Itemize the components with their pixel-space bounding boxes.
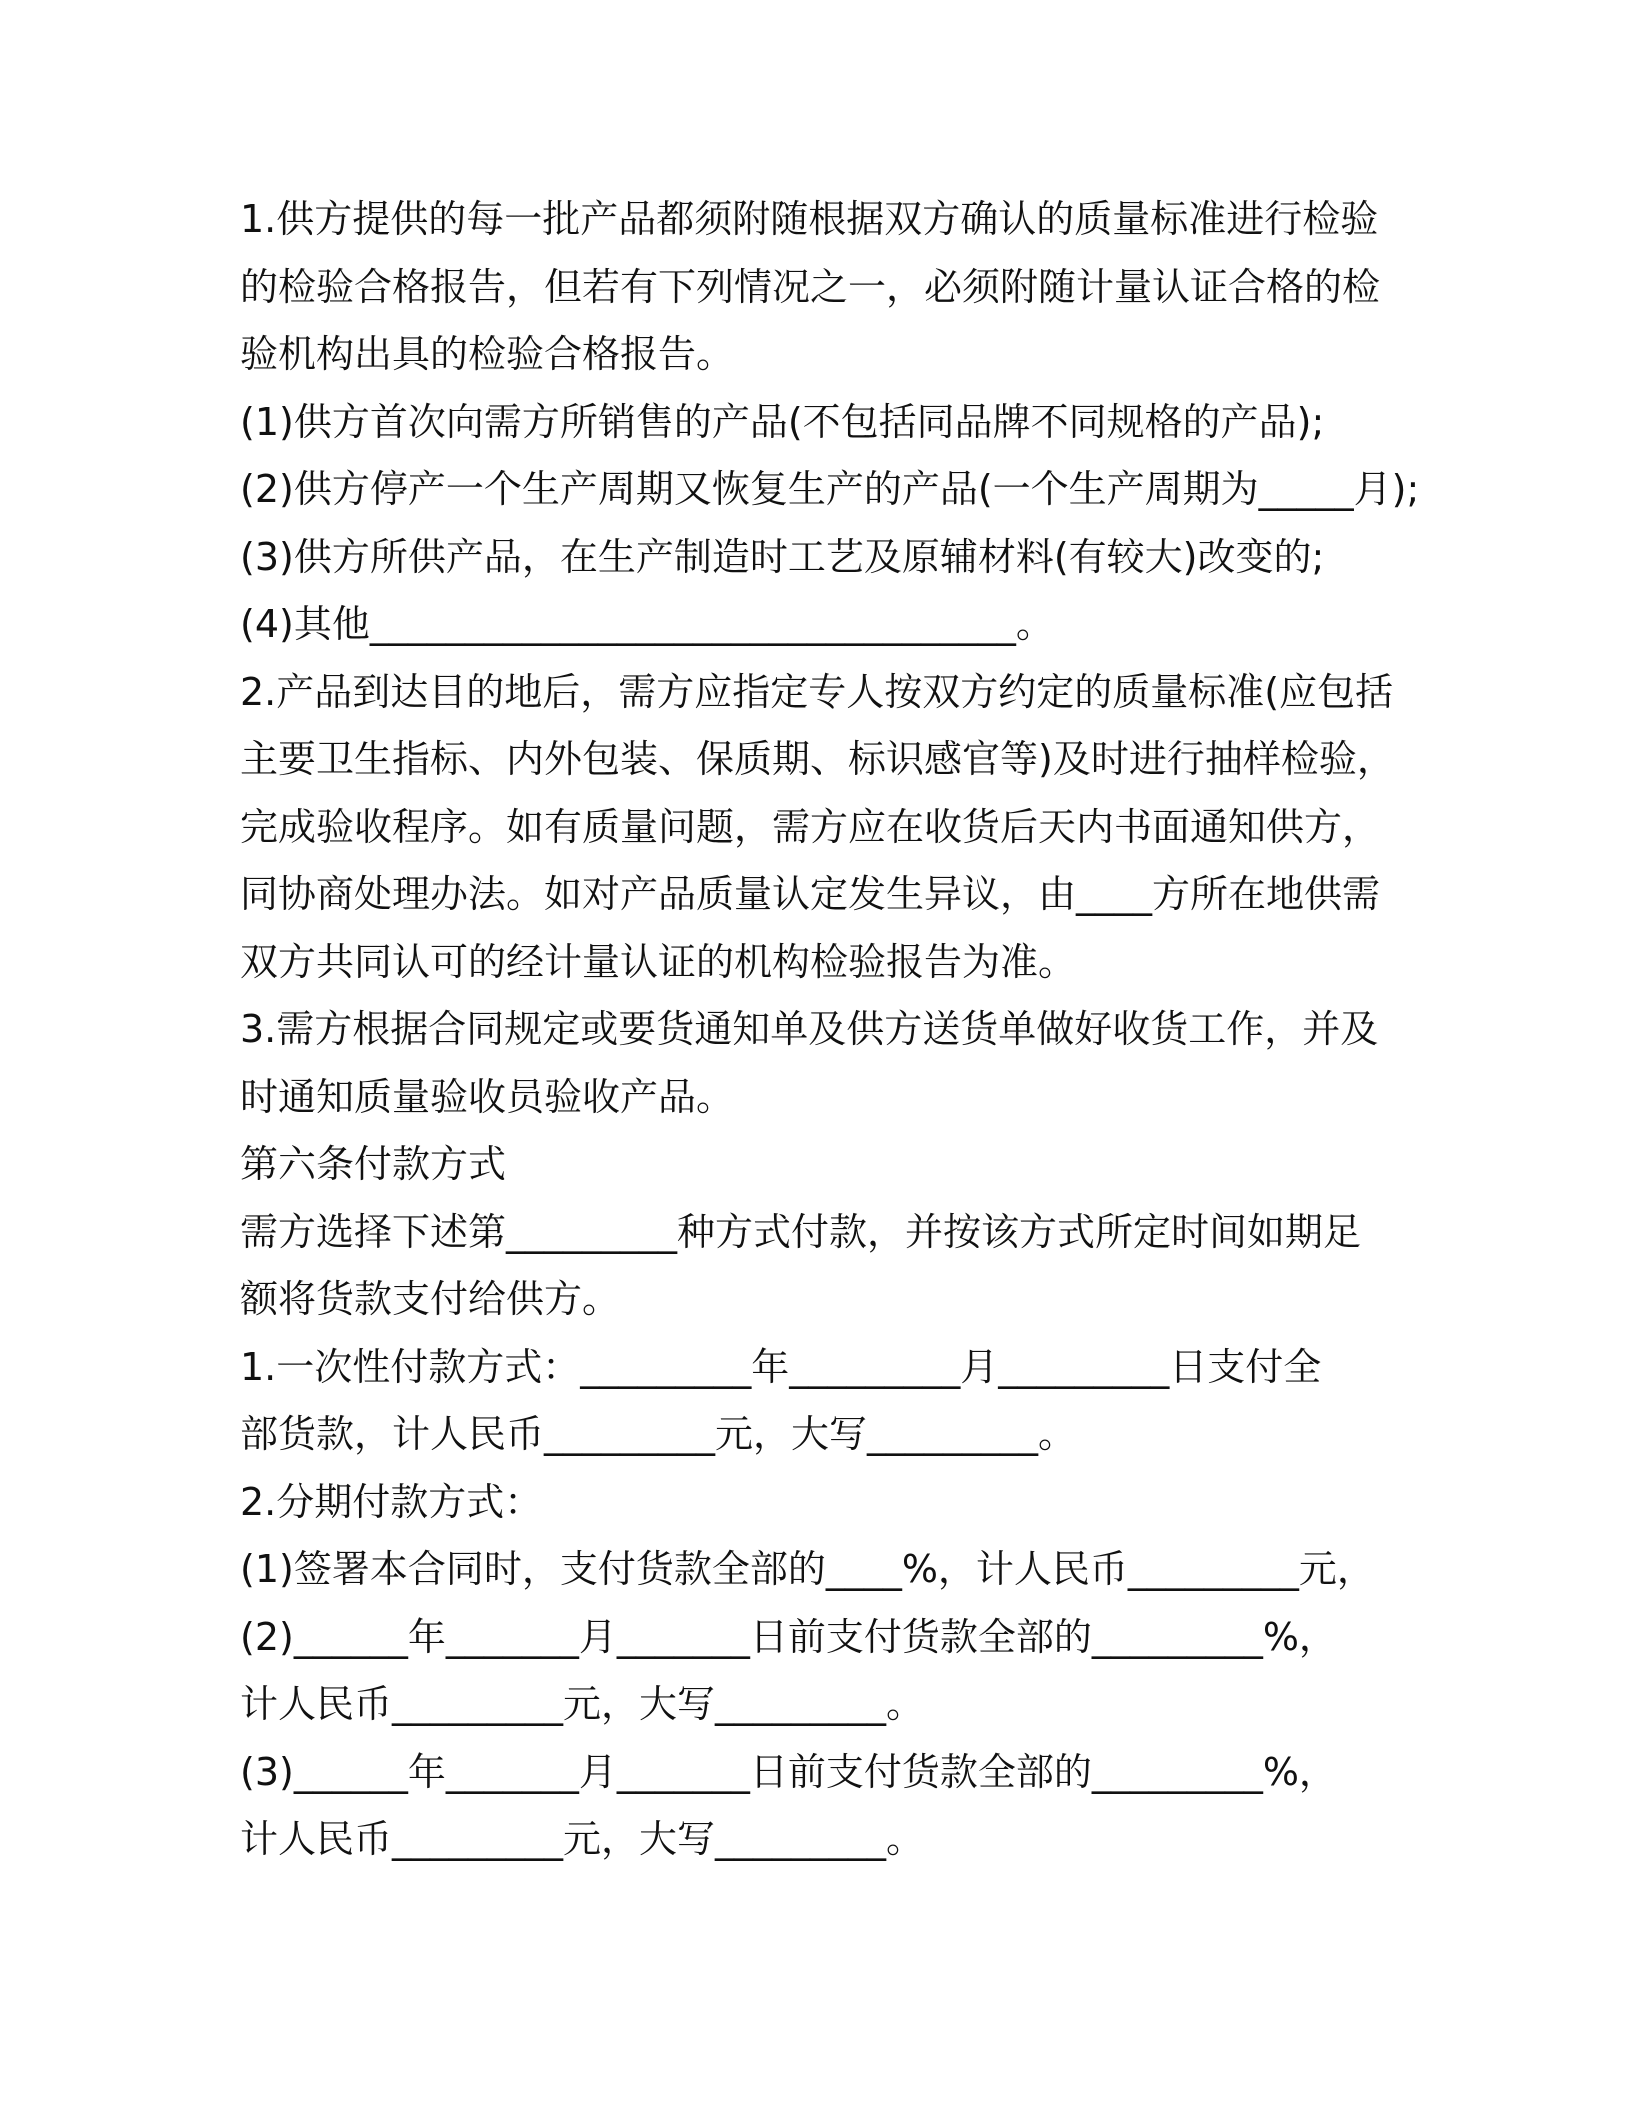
- text-line: 完成验收程序。如有质量问题，需方应在收货后天内书面通知供方，: [240, 804, 1381, 849]
- text-line: 需方选择下述第_________种方式付款，并按该方式所定时间如期足: [240, 1209, 1362, 1254]
- section-heading: 第六条付款方式: [240, 1142, 507, 1186]
- text-line: 双方共同认可的经计量认证的机构检验报告为准。: [240, 939, 1077, 984]
- text-line: (4)其他__________________________________。: [240, 602, 1054, 646]
- text-line: 1.一次性付款方式：_________年_________月_________日支付全: [240, 1344, 1322, 1389]
- text-line: 2.产品到达目的地后，需方应指定专人按双方约定的质量标准(应包括: [240, 669, 1394, 714]
- document-body: [240, 186, 1420, 1874]
- text-line: 验机构出具的检验合格报告。: [240, 332, 735, 376]
- text-line: 主要卫生指标、内外包装、保质期、标识感官等)及时进行抽样检验，: [240, 737, 1395, 781]
- text-line: 1.供方提供的每一批产品都须附随根据双方确认的质量标准进行检验: [240, 197, 1379, 241]
- text-line: 3.需方根据合同规定或要货通知单及供方送货单做好收货工作，并及: [240, 1007, 1379, 1051]
- text-line: 部货款，计人民币_________元，大写_________。: [240, 1412, 1077, 1456]
- text-line: (1)供方首次向需方所销售的产品(不包括同品牌不同规格的产品);: [240, 399, 1325, 444]
- text-line: (3)______年_______月_______日前支付货款全部的_________%，: [240, 1749, 1337, 1794]
- text-line: (2)______年_______月_______日前支付货款全部的_________%，: [240, 1614, 1337, 1659]
- text-line: 额将货款支付给供方。: [240, 1277, 621, 1321]
- text-line: 2.分期付款方式：: [240, 1479, 543, 1524]
- text-line: 计人民币_________元，大写_________。: [240, 1682, 925, 1726]
- text-line: 的检验合格报告，但若有下列情况之一，必须附随计量认证合格的检: [240, 264, 1381, 309]
- text-line: 时通知质量验收员验收产品。: [240, 1074, 735, 1119]
- text-line: (2)供方停产一个生产周期又恢复生产的产品(一个生产周期为_____月);: [240, 467, 1420, 511]
- text-line: (1)签署本合同时，支付货款全部的____%，计人民币_________元，: [240, 1547, 1375, 1591]
- text-line: 同协商处理办法。如对产品质量认定发生异议，由____方所在地供需: [240, 872, 1381, 916]
- text-line: (3)供方所供产品，在生产制造时工艺及原辅材料(有较大)改变的;: [240, 534, 1325, 579]
- text-line: 计人民币_________元，大写_________。: [240, 1817, 925, 1861]
